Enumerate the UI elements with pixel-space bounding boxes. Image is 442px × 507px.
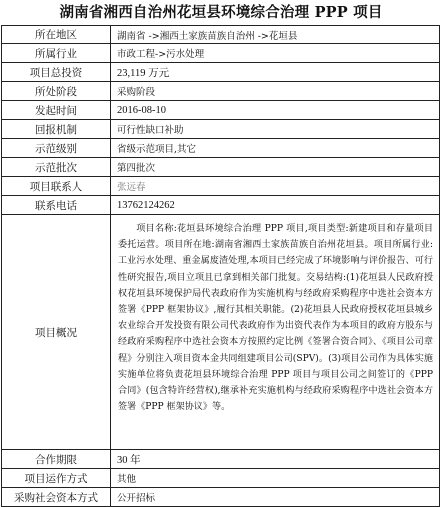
operation-mode-label: 项目运作方式 — [2, 469, 111, 488]
table-row — [2, 177, 440, 196]
procurement-method-value: 公开招标 — [111, 488, 440, 507]
term-label: 合作期限 — [2, 450, 111, 469]
table-row — [2, 469, 440, 488]
location-label: 所在地区 — [2, 26, 111, 44]
table-row — [2, 488, 440, 507]
project-info-table — [1, 25, 440, 507]
table-row — [2, 196, 440, 215]
term-value: 30 年 — [111, 450, 440, 469]
stage-label: 所处阶段 — [2, 82, 111, 101]
phone-value: 13762124262 — [111, 196, 440, 215]
table-row — [2, 158, 440, 177]
table-row — [2, 101, 440, 120]
demo-level-value: 省级示范项目,其它 — [111, 139, 440, 158]
return-mechanism-label: 回报机制 — [2, 120, 111, 139]
start-time-value: 2016-08-10 — [111, 101, 440, 120]
procurement-method-label: 采购社会资本方式 — [2, 488, 111, 507]
table-row — [2, 450, 440, 469]
table-row — [2, 82, 440, 101]
contact-label: 项目联系人 — [2, 177, 111, 196]
table-row — [2, 215, 440, 450]
overview-label: 项目概况 — [2, 215, 111, 450]
phone-label: 联系电话 — [2, 196, 111, 215]
industry-label: 所属行业 — [2, 44, 111, 63]
start-time-label: 发起时间 — [2, 101, 111, 120]
demo-batch-value: 第四批次 — [111, 158, 440, 177]
page-title: 湖南省湘西自治州花垣县环境综合治理 PPP 项目 — [59, 4, 383, 21]
overview-value: 项目名称:花垣县环境综合治理 PPP 项目,项目类型:新建项目和存量项目委托运营。项目所在地:湖南省湘西土家族苗族自治州花垣县。项目所属行业:工业污水处理、重金属废渣处理,本项目已经完成了环境影响与评价报告、可行性研究报告,项目立项且已拿到相关部门批复。交易结构:(1)花垣县人民政府授权花垣县环境保护局代表政府作为实施机构与经政府采购程序中选社会资本方签署《PPP 框架协议》,履行其相关职能。(2)花垣县人民政府授权花垣县城乡农业综合开发投资有限公司代表政府作为出资代表作为本项目的政府方股东与经政府采购程序中选社会资本方按照约定比例《签署合资合同》、《项目公司章程》分别注入项目资本金共同组建项目公司(SPV)。(3)项目公司作为具体实施实施单位将负责花垣县环境综合治理 PPP 项目与项目公司之间签订的《PPP 合同》(包含特许经营权),继承补充实施机构与经政府采购程序中选社会资本方签署《PPP 框架协议》等。 — [111, 215, 440, 450]
contact-value: 张远春 — [111, 177, 440, 196]
table-row — [2, 44, 440, 63]
stage-value: 采购阶段 — [111, 82, 440, 101]
industry-value: 市政工程->污水处理 — [111, 44, 440, 63]
table-row — [2, 120, 440, 139]
table-row — [2, 63, 440, 82]
investment-value: 23,119 万元 — [111, 63, 440, 82]
return-mechanism-value: 可行性缺口补助 — [111, 120, 440, 139]
table-row — [2, 26, 440, 44]
investment-label: 项目总投资 — [2, 63, 111, 82]
operation-mode-value: 其他 — [111, 469, 440, 488]
location-value: 湖南省 ->湘西土家族苗族自治州 ->花垣县 — [111, 26, 440, 44]
demo-level-label: 示范级别 — [2, 139, 111, 158]
table-row — [2, 139, 440, 158]
demo-batch-label: 示范批次 — [2, 158, 111, 177]
